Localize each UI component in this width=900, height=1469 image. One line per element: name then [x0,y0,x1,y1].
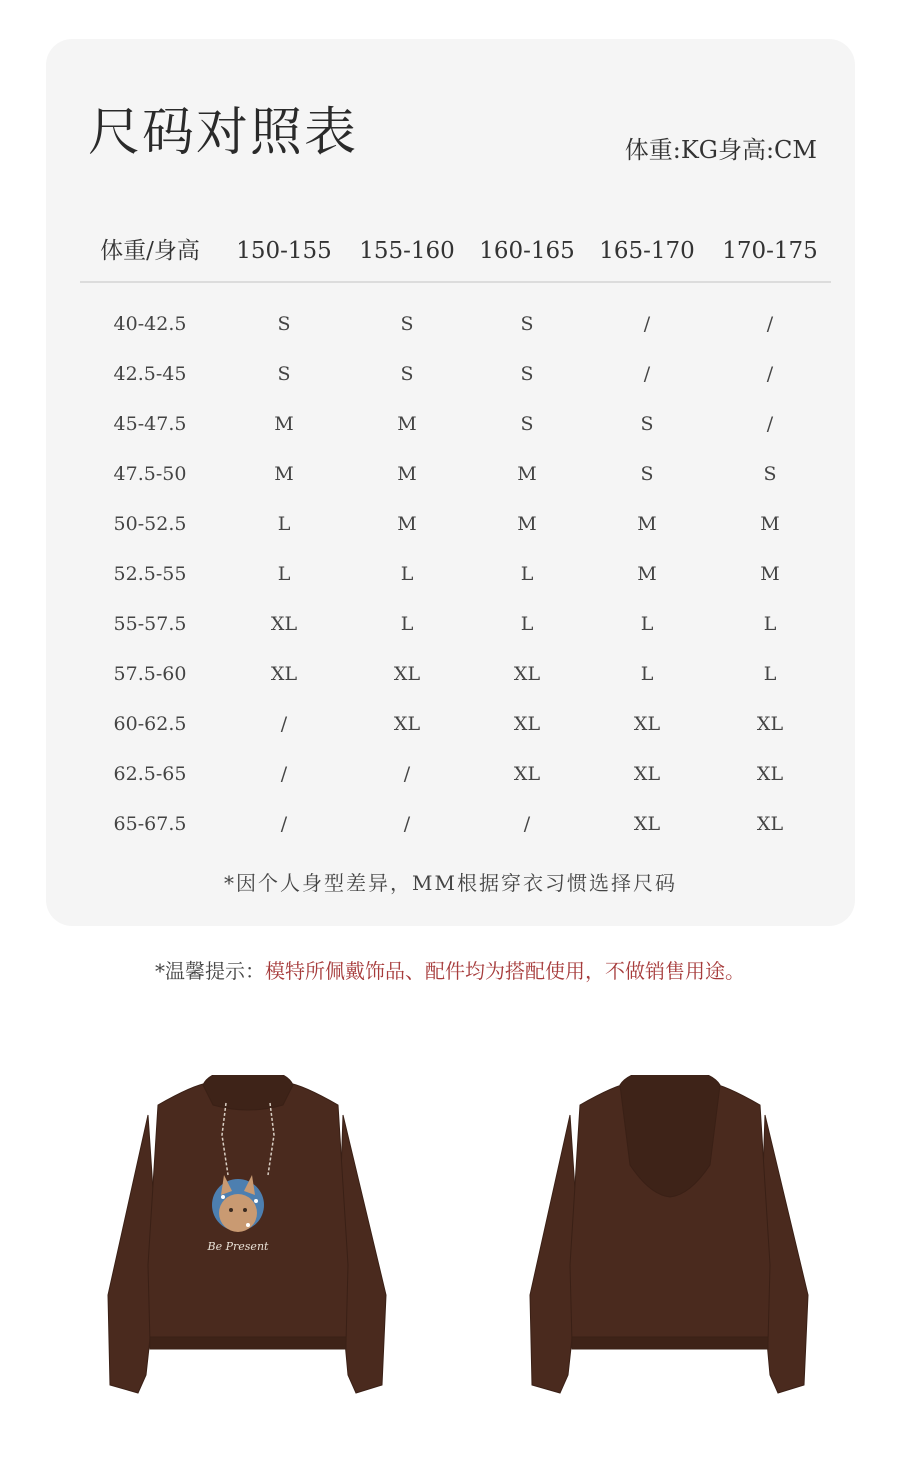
unit-label: 体重:KG身高:CM [624,136,817,164]
table-row [80,504,831,544]
size-cell: L [520,613,534,635]
weight-cell: 65-67.5 [113,813,187,835]
table-row [80,554,831,594]
tip-lead: *温馨提示： [155,959,265,983]
table-row [80,754,831,794]
size-cell: XL [513,713,541,735]
size-cell: / [766,313,774,335]
size-cell: M [637,563,657,585]
size-cell: / [643,363,651,385]
size-cell: L [277,563,291,585]
hoodie-front-image [98,1075,398,1415]
size-cell: / [280,763,288,785]
column-header: 160-165 [479,238,575,264]
weight-cell: 40-42.5 [113,313,187,335]
size-cell: L [400,563,414,585]
page-title: 尺码对照表 [88,103,359,163]
size-cell: L [763,613,777,635]
weight-cell: 52.5-55 [113,563,187,585]
size-cell: M [517,513,537,535]
size-cell: S [400,313,414,335]
size-cell: / [280,813,288,835]
size-chart-card [46,39,855,926]
size-cell: / [643,313,651,335]
column-header: 155-160 [359,238,455,264]
size-cell: XL [756,713,784,735]
size-cell: M [397,463,417,485]
size-cell: M [274,463,294,485]
table-row [80,454,831,494]
weight-cell: 62.5-65 [113,763,187,785]
table-row [80,604,831,644]
size-cell: L [277,513,291,535]
size-cell: XL [393,663,421,685]
size-cell: S [520,363,534,385]
size-cell: S [640,413,654,435]
size-cell: S [640,463,654,485]
size-cell: / [403,763,411,785]
size-cell: XL [633,813,661,835]
weight-cell: 42.5-45 [113,363,187,385]
size-cell: XL [513,663,541,685]
size-cell: M [274,413,294,435]
size-cell: S [520,313,534,335]
hoodie-back-image [520,1075,820,1415]
size-cell: XL [756,813,784,835]
size-cell: XL [393,713,421,735]
size-note: *因个人身型差异，MM根据穿衣习惯选择尺码 [224,871,677,895]
print-text: Be Present [207,1240,269,1253]
size-cell: S [520,413,534,435]
size-cell: / [403,813,411,835]
size-cell: L [640,613,654,635]
tip-body: 模特所佩戴饰品、配件均为搭配使用，不做销售用途。 [265,959,745,983]
size-cell: XL [633,713,661,735]
size-cell: S [277,363,291,385]
weight-cell: 60-62.5 [113,713,187,735]
size-cell: L [520,563,534,585]
weight-cell: 57.5-60 [113,663,187,685]
size-cell: S [763,463,777,485]
size-cell: XL [270,613,298,635]
size-cell: L [400,613,414,635]
column-header: 165-170 [599,238,695,264]
table-header [80,231,831,271]
weight-cell: 45-47.5 [113,413,187,435]
size-cell: XL [633,763,661,785]
warm-tip [0,957,900,985]
table-row [80,404,831,444]
size-cell: M [760,563,780,585]
size-cell: M [397,413,417,435]
size-cell: M [397,513,417,535]
weight-cell: 47.5-50 [113,463,187,485]
size-cell: S [400,363,414,385]
column-header: 170-175 [722,238,818,264]
size-cell: XL [756,763,784,785]
size-cell: / [280,713,288,735]
size-cell: / [766,413,774,435]
table-row [80,304,831,344]
size-cell: M [760,513,780,535]
size-cell: / [523,813,531,835]
size-cell: L [640,663,654,685]
table-row [80,804,831,844]
row-header-label: 体重/身高 [100,238,200,264]
weight-cell: 50-52.5 [113,513,187,535]
size-cell: M [637,513,657,535]
column-header: 150-155 [236,238,332,264]
size-cell: S [277,313,291,335]
size-cell: M [517,463,537,485]
size-cell: XL [513,763,541,785]
table-row [80,654,831,694]
table-row [80,704,831,744]
size-cell: XL [270,663,298,685]
size-cell: L [763,663,777,685]
weight-cell: 55-57.5 [113,613,187,635]
header-divider [80,281,831,283]
table-row [80,354,831,394]
size-cell: / [766,363,774,385]
